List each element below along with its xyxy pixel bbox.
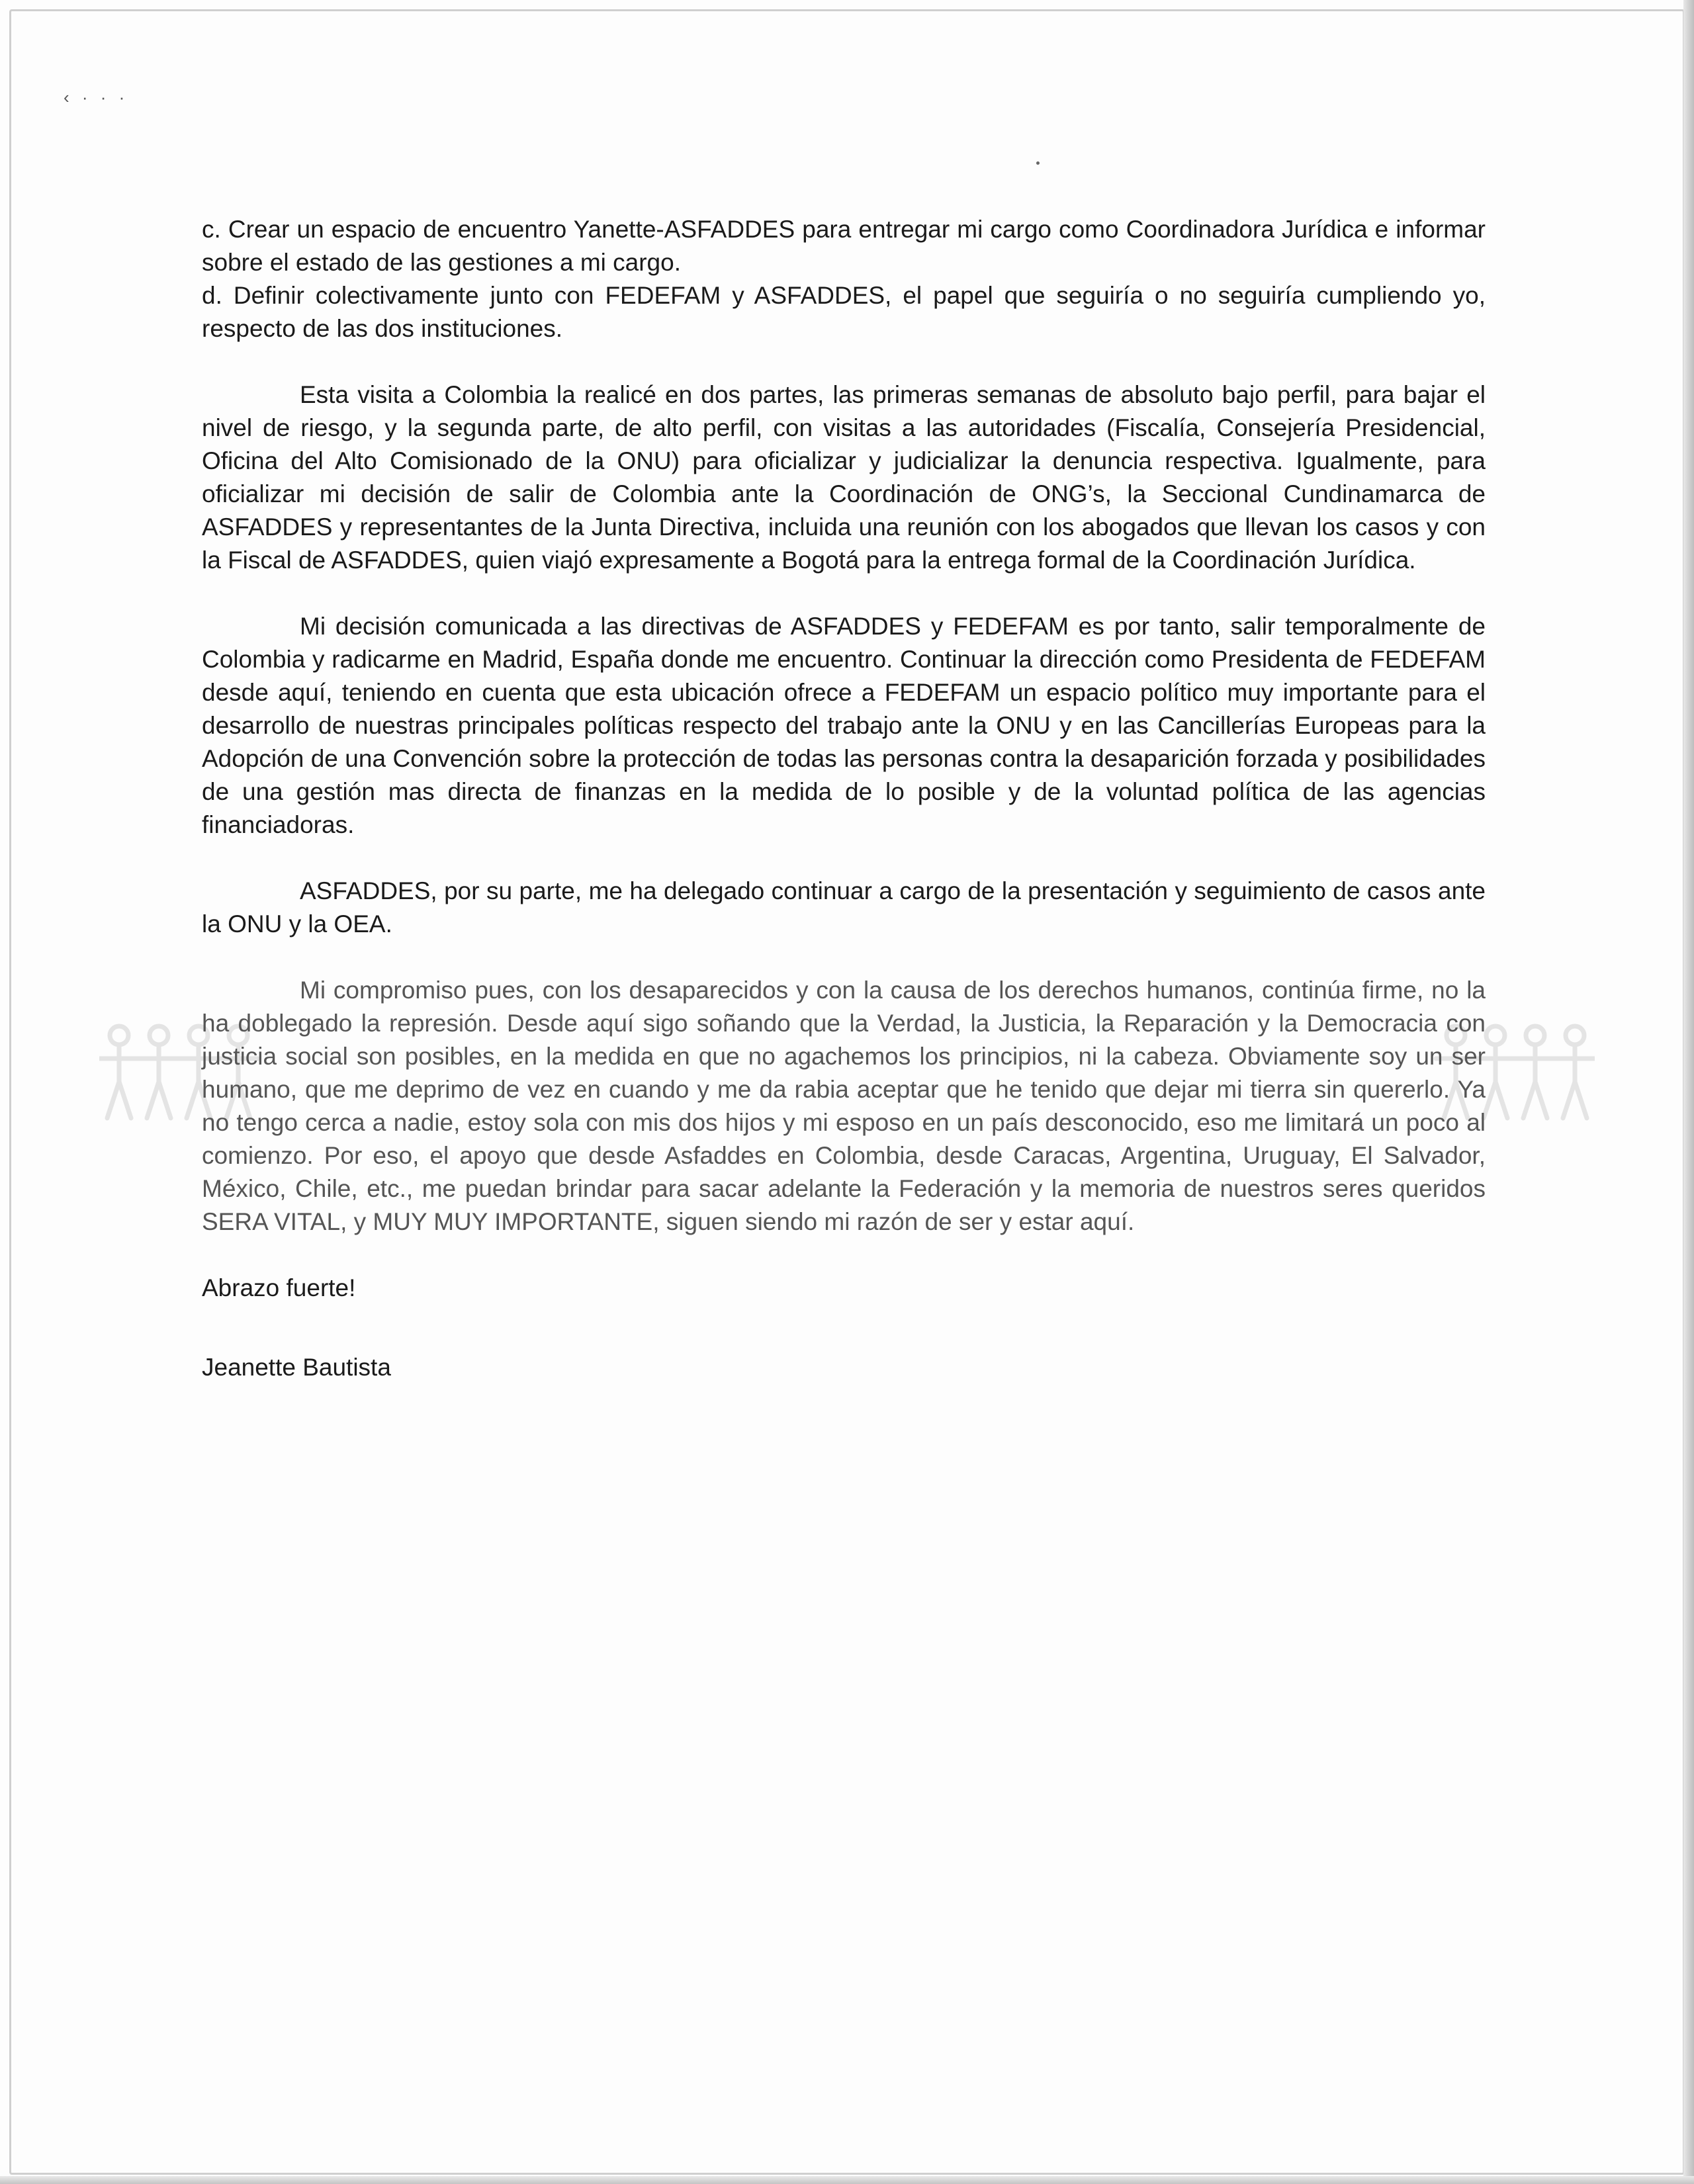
scan-specks: ‹ · · · [64,87,129,107]
closing: Abrazo fuerte! [202,1274,356,1301]
paragraph-decision: Mi decisión comunicada a las directivas de ASFADDES y FEDEFAM es por tanto, salir temporalmente de Colombia y radicarme en Madrid, España donde me encuentro. Continuar la dirección como Presidenta de FEDEFAM desde aquí, teniendo en cuenta que esta ubicación ofrece a FEDEFAM un espacio político muy importante para el desarrollo de nuestras principales políticas respecto del trabajo ante la ONU y en las Cancillerías Europeas para la Adopción de una Convención sobre la protección de todas las personas contra la desaparición forzada y posibilidades de una gestión mas directa de finanzas en la medida de lo posible y de la voluntad política de las agencias financiadoras. [202,613,1486,838]
list-item-c: c. Crear un espacio de encuentro Yanette-ASFADDES para entregar mi cargo como Coordinadora Jurídica e informar sobre el estado de las gestiones a mi cargo. [202,216,1486,276]
scan-dot [1036,161,1040,165]
paragraph-commitment: Mi compromiso pues, con los desaparecidos y con la causa de los derechos humanos, continúa firme, no la ha doblegado la represión. Desde aquí sigo soñando que la Verdad, la Justicia, la Reparación y la Democracia con justicia social son posibles, en la medida en que no agachemos los principios, ni la cabeza. Obviamente soy un ser humano, que me deprimo de vez en cuando y me da rabia aceptar que he tenido que dejar mi tierra sin quererlo. Ya no tengo cerca a nadie, estoy sola con mis dos hijos y mi esposo en un país desconocido, eso me limitará un poco al comienzo. Por eso, el apoyo que desde Asfaddes en Colombia, desde Caracas, Argentina, Uruguay, El Salvador, México, Chile, etc., me puedan brindar para sacar adelante la Federación y la memoria de nuestros seres queridos SERA VITAL, y MUY MUY IMPORTANTE, siguen siendo mi razón de ser y estar aquí. [202,977,1486,1235]
scan-edge-bottom [0,2176,1694,2184]
letter-body [202,213,1486,1384]
list-item-d: d. Definir colectivamente junto con FEDEFAM y ASFADDES, el papel que seguiría o no seguiría cumpliendo yo, respecto de las dos instituciones. [202,282,1486,342]
scan-edge-right [1683,0,1694,2184]
paragraph-asfaddes: ASFADDES, por su parte, me ha delegado continuar a cargo de la presentación y seguimiento de casos ante la ONU y la OEA. [202,877,1486,938]
paragraph-visit: Esta visita a Colombia la realicé en dos partes, las primeras semanas de absoluto bajo perfil, para bajar el nivel de riesgo, y la segunda parte, de alto perfil, con visitas a las autoridades (Fiscalía, Consejería Presidencial, Oficina del Alto Comisionado de la ONU) para oficializar y judicializar la denuncia respectiva. Igualmente, para oficializar mi decisión de salir de Colombia ante la Coordinación de ONG’s, la Seccional Cundinamarca de ASFADDES y representantes de la Junta Directiva, incluida una reunión con los abogados que llevan los casos y con la Fiscal de ASFADDES, quien viajó expresamente a Bogotá para la entrega formal de la Coordinación Jurídica. [202,381,1486,574]
signature: Jeanette Bautista [202,1354,391,1381]
